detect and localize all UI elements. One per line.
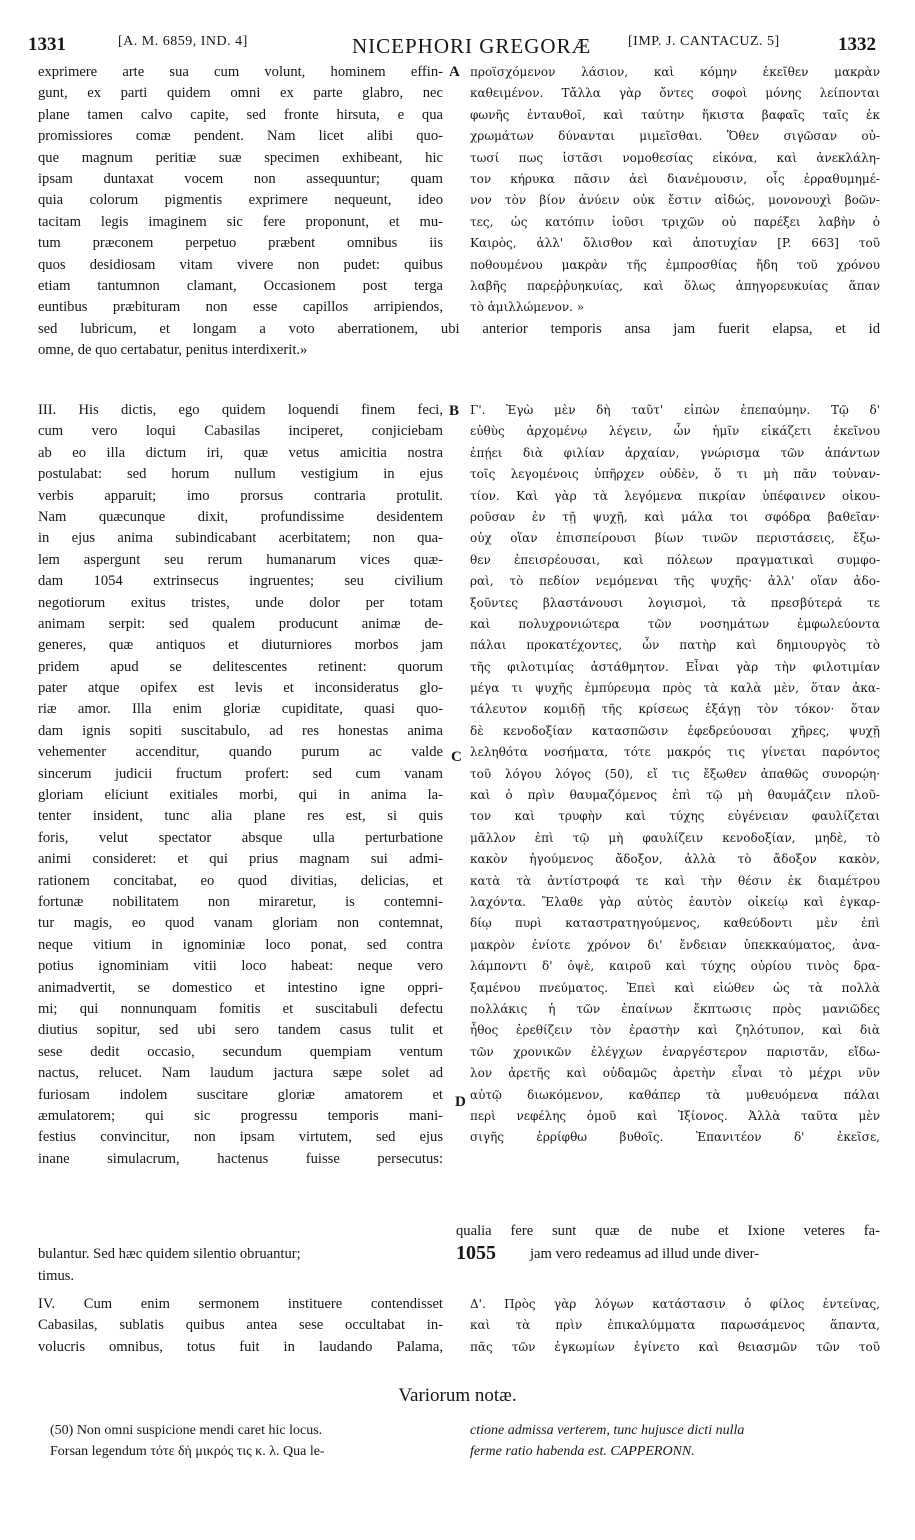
text-line: πάλαι προκατέχοντες, ὧν πατὴρ καὶ δημιουργὸς τὸ [470, 638, 880, 653]
text-line: dam 1054 extrinsecus ingruentes; seu civilium [38, 573, 443, 590]
text-line: θεν ἐπεισρέουσαι, καὶ πόλεων πραγματικαὶ συμφο- [470, 552, 880, 567]
text-line: κακὸν ἡγούμενος ἄδοξον, ἀλλὰ τὸ ἄδοξον κακὸν, [470, 852, 880, 867]
text-line: ipsam duntaxat vocem non assequuntur; quam [38, 170, 443, 187]
text-line: ἦθος ἐρεθίζειν τὸν ἐραστὴν καὶ ζηλότυπον, καὶ διὰ [470, 1023, 880, 1038]
text-line: μέγα τι ψυχῆς ἐμπύρευμα πρὸς τὰ καλὰ μὲν, ὅταν ἀκα- [470, 681, 880, 696]
text-line: Cabasilas, sublatis quibus antea sese occultabat in- [38, 1317, 443, 1334]
text-line: Δ'. Πρὸς γὰρ λόγων κατάστασιν ὁ φίλος ἐντείνας, [470, 1297, 880, 1311]
text-line: καὶ τὰ πρὶν ἐπικαλύμματα παρωσάμενος ἅπαντα, [470, 1318, 880, 1333]
text-line: τον κήρυκα πᾶσιν ἀεὶ διανέμουσιν, οἷς ἐρραθυμημέ- [470, 171, 880, 186]
text-line: animam serpit: sed qualem producunt animæ de- [38, 615, 443, 632]
text-line: τίον. Καὶ γὰρ τὰ λεγόμενα πικρίαν ὑπέφαινεν οἰκου- [470, 488, 880, 503]
text-line: ἐπῄει διὰ φιλίαν ἀρχαίαν, γνώρισμα τῶν ἁπάντων [470, 445, 880, 460]
text-line: λον ἀρετῆς καὶ οὐδαμῶς ἀρετὴν εἶναι τὸ μέχρι νῦν [470, 1066, 880, 1081]
text-line: in ejus anima subindicabant acerbitatem; non qua- [38, 530, 443, 547]
text-line: diutius sopitur, sed ubi sero tandem casus tulit et [38, 1022, 443, 1039]
text-line: mi; qui nonnunquam fomitis et suscitabuli defectu [38, 1000, 443, 1017]
text-line: IV. Cum enim sermonem instituere contendisset [38, 1296, 443, 1312]
text-line: ξαμένου πνεύματος. Ἐπεὶ καὶ εἰώθεν ὡς τὰ πολλὰ [470, 980, 880, 995]
text-line: τῆς φιλοτιμίας ἀστάθμητον. Εἶναι γὰρ τὴν φιλοτιμίαν [470, 659, 880, 674]
margin-letter-b: B [449, 403, 460, 419]
text-line: riæ amor. Illa enim gloriæ cupiditate, quasi quo- [38, 701, 443, 718]
text-line: euntibus præbituram non esse capillos arripiendos, [38, 299, 443, 316]
notes-title: Variorum notæ. [398, 1385, 517, 1406]
greek-column-b [470, 400, 880, 1149]
text-line: κατὰ τὰ ἀντίστροφά τε καὶ τὴν θέσιν ἐκ διαμέτρου [470, 873, 880, 888]
text-line: cum vero loqui Cabasilas inciperet, conjiciebam [38, 423, 443, 440]
greek-column-c [470, 1294, 880, 1358]
text-line: καθειμένον. Τἄλλα γὰρ ὄντες σοφοὶ μόνης λείπονται [470, 86, 880, 101]
note-right [470, 1420, 880, 1462]
text-line: pater atque opifex est levis et inconsideratus glo- [38, 680, 443, 697]
text-line: τάλευτον κομιδῇ τῆς κρίσεως ἐξάγῃ τὸν τόκον· ὅταν [470, 702, 880, 717]
text-line: τες, ὡς κατόπιν ἰοῦσι τριχῶν οὐ παρέξει λαβὴν ὁ [470, 214, 880, 229]
text-line: λάμποντι δ' ὀψὲ, καιροῦ καὶ τύχης οὐρίου τινὸς δρα- [470, 959, 880, 974]
text-line: δὲ κενοδοξίαν κατασπῶσιν ἐφεδρεύουσαι χῆρες, ψυχῇ [470, 723, 880, 738]
text-line: fortunæ nobilitatem non miraretur, is contemni- [38, 893, 443, 910]
greek-column-a [470, 62, 880, 319]
text-line: tacitam legis imaginem sic fere proponunt, et mu- [38, 213, 443, 230]
text-line: potius ignominiam vitii loco habeat: neque vero [38, 958, 443, 975]
text-line: Nam quæcunque dixit, profundissime desidentem [38, 508, 443, 525]
note-line: Forsan legendum τότε δὴ μικρός τις κ. λ. Qua le- [50, 1444, 325, 1459]
text-line: verbis apparuit; imo prorsus contraria protulit. [38, 487, 443, 504]
text-line: lem aspergunt seu rerum humanarum vices quæ- [38, 551, 443, 568]
text-line: εὐθὺς ἀρχομένῳ λέγειν, ὧν ἡμῖν εἰκάζετι ἐκεῖνου [470, 424, 880, 439]
text-line: λεληθότα νοσήματα, τότε μακρός τις γίνεται παρόντος [470, 745, 880, 760]
latin-column-b [38, 400, 443, 1170]
text-line: μακρὸν ἐνίοτε χρόνον δι' ἔνδειαν ὑπεκκαύματος, ἀνα- [470, 937, 880, 952]
margin-letter-d: D [455, 1094, 466, 1110]
text-line: generes, quæ antiquos et diuturniores morbos jam [38, 637, 443, 654]
text-line: αὐτῷ διωκόμενον, καθάπερ τὰ μυθευόμενα πάλαι [470, 1087, 880, 1102]
text-line: Καιρὸς, ἀλλ' ὄλισθον καὶ ἀποτυχίαν [P. 663] τοῦ [470, 236, 880, 251]
text-line: inane simulacrum, hactenus fuisse persecutus: [38, 1150, 443, 1167]
text-line: τον καὶ τρυφὴν καὶ τύχης εὐγένειαν φαυλίζεται [470, 809, 880, 824]
text-line: χρωμάτων δύνανται μιμεῖσθαι. Ὅθεν σιγῶσαν οὐ- [470, 129, 880, 144]
right-page-number: 1332 [838, 34, 876, 55]
text-line: τωσί πως ἱστᾶσι νομοθεσίας εἰκόνα, καὶ ἀνεκλάλη- [470, 150, 880, 165]
left-page-number: 1331 [28, 34, 66, 55]
text-line: jam vero redeamus ad illud unde diver- [530, 1246, 760, 1262]
text-line: negotiorum exitus tristes, unde dolor per totam [38, 594, 443, 611]
text-line: τοῖς λεγομένοις ὑπῆρχεν οὐδὲν, ὅ τι μὴ πᾶν τοὐναν- [470, 467, 880, 482]
column-number-1055: 1055 [456, 1242, 496, 1264]
text-line: ροῦσαν ἐν τῇ ψυχῇ, καὶ μάλα τοι σφόδρα βαθεῖαν· [470, 509, 880, 524]
text-line: νον τὸν βίον ἀνύειν οὐκ ἔστιν αἰδώς, μονονουχὶ βοῶν- [470, 193, 880, 208]
text-line: furiosam indolem suscitare gloriæ amatorem et [38, 1086, 443, 1103]
text-line: Γ'. Ἐγὼ μὲν δὴ ταῦτ' εἰπὼν ἐπεπαύμην. Τῷ δ' [470, 403, 880, 417]
text-line: ξοῦντες βλαστάνουσι λογισμοὶ, τὰ πρεσβύτερά τε [470, 595, 880, 610]
text-line: τοῦ λόγου λόγος (50), εἴ τις ἔξωθεν ἀπαθῶς συνορῴη· [470, 766, 880, 781]
text-line: sed lubricum, et longam a voto aberrationem, ubi anterior temporis ansa jam fuerit elapsa, et id [38, 321, 880, 337]
text-line: σιγῆς ἐρρίφθω βυθοῖς. Ἐπανιτέον δ' ἐκεῖσε, [470, 1130, 880, 1145]
text-line: rationem concitabat, eo quod divitias, delicias, et [38, 872, 443, 889]
text-line: animadvertit, se domestico et intestino igne oppri- [38, 979, 443, 996]
text-line: volucris omnibus, totus fuit in laudando Palama, [38, 1338, 443, 1355]
text-line: quos desidiosam vitam vivere non pudet: quibus [38, 256, 443, 273]
text-line: promissiores comæ pendent. Nam licet alibi quo- [38, 128, 443, 145]
text-line: neque vitium in ignominiæ loco ponat, sed contra [38, 936, 443, 953]
text-line: timus. [38, 1268, 75, 1284]
text-line: pridem apud se delitescentes retinent: quorum [38, 658, 443, 675]
text-line: gloriam eliciunt exitiales morbi, qui in anima la- [38, 787, 443, 804]
text-line: sese dedit occasio, secundum quempiam ventum [38, 1043, 443, 1060]
right-reign-range: [IMP. J. CANTACUZ. 5] [628, 34, 780, 49]
text-line: ποθουμένου μακρὰν τῆς ἐμπροσθίας ἤδη τοῦ χρόνου [470, 257, 880, 272]
text-line: animi consideret: et qui prius magnam sui admi- [38, 851, 443, 868]
text-line: qualia fere sunt quæ de nube et Ixione veteres fa- [456, 1223, 880, 1239]
text-line: festius convincitur, non ipsam virtutem, sed ejus [38, 1129, 443, 1146]
text-line: bulantur. Sed hæc quidem silentio obruantur; [38, 1246, 301, 1262]
text-line: sincerum judicii fructum profert: sed cum vanam [38, 765, 443, 782]
text-line: πολλάκις ἡ τῶν ἐπαίνων ἔκπτωσις πρὸς μανιῶδες [470, 1001, 880, 1016]
latin-column-a [38, 62, 443, 319]
note-line: ctione admissa verterem, tunc hujusce dicti nulla [470, 1423, 745, 1438]
text-line: μᾶλλον ἐπὶ τῷ μὴ φαυλίζειν κενοδοξίαν, μηδὲ, τὸ [470, 830, 880, 845]
text-line: omne, de quo certabatur, penitus interdixerit.» [38, 342, 308, 359]
text-line: tenter insident, tunc alia plane res est, si quis [38, 808, 443, 825]
text-line: plane tamen calvo capite, sed fronte hirsuta, e qua [38, 106, 443, 123]
text-line: λαχόντα. Ἔλαθε γὰρ αὐτὸς ἑαυτὸν οἰκείῳ καὶ ἐγκαρ- [470, 894, 880, 909]
text-line: δίῳ πυρὶ καταστρατηγούμενος, καθεύδοντι μὲν ἐπὶ [470, 916, 880, 931]
text-line: προϊσχόμενον λάσιον, καὶ κόμην ἐκεῖθεν μακρὰν [470, 65, 880, 79]
left-date-range: [A. M. 6859, IND. 4] [118, 34, 248, 49]
text-line: τῶν χρονικῶν ἐλέγχων ἐναργέστερον παριστᾶν, εἴδω- [470, 1044, 880, 1059]
text-line: quia colorum pigmentis exprimere nequeunt, ideo [38, 192, 443, 209]
text-line: etiam tantumnon clamant, Occasionem post terga [38, 277, 443, 294]
margin-letter-a: A [449, 64, 460, 80]
text-line: III. His dictis, ego quidem loquendi finem feci, [38, 402, 443, 418]
latin-continuation [456, 1221, 880, 1242]
text-line: καὶ ὁ πρὶν θαυμαζόμενος ἐπὶ τῷ μὴ θαυμάζειν πλοῦ- [470, 788, 880, 803]
text-line: que magnum peritiæ suæ specimen exhibeant, hic [38, 149, 443, 166]
text-line: foris, velut spectator absque ulla perturbatione [38, 829, 443, 846]
text-line: φωνῆς ἐνταυθοῖ, καὶ ταύτην ἥκιστα βαφαῖς ταῖς ἐκ [470, 107, 880, 122]
full-width-latin-a [38, 319, 880, 362]
text-line: ραὶ, τὸ πεδίον νεμόμεναι τῆς ψυχῆς· ἀλλ' οἵαν ἀδο- [470, 574, 880, 589]
text-line: dam ignis sopiti suscitabulo, ad res honestas anima [38, 722, 443, 739]
page-header [0, 30, 915, 60]
full-width-latin-b [38, 1242, 880, 1266]
text-line: τὸ ἁμιλλώμενον. » [470, 300, 585, 315]
note-line: ferme ratio habenda est. CAPPERONN. [470, 1444, 695, 1459]
text-line: λαβῆς παρεῤῥυηκυίας, καὶ ὅλως ἀπηγορευκυίας ἅπαν [470, 278, 880, 293]
text-line: ab eo illa dictum iri, quæ vetus amicitia nostra [38, 444, 443, 461]
note-line: (50) Non omni suspicione mendi caret hic locus. [50, 1423, 323, 1438]
text-line: nactus, relucet. Nam laudum jactura sæpe solet ad [38, 1065, 443, 1082]
running-title: NICEPHORI GREGORÆ [352, 34, 592, 58]
text-line: vehementer accenditur, quando purum ac valde [38, 744, 443, 761]
text-line: οὐχ οἵαν ἐπισπείρουσι βίων τινῶν περιστάσεις, ἔξω- [470, 531, 880, 546]
text-line: æmulatorem; qui sic progressu temporis mani- [38, 1107, 443, 1124]
text-line: postulabat: sed horum nullum vestigium in ejus [38, 466, 443, 483]
text-line: gunt, ex parti quidem omni ex parte glabro, nec [38, 85, 443, 102]
latin-column-c [38, 1294, 443, 1358]
text-line: exprimere arte sua cum volunt, hominem effin- [38, 64, 443, 80]
text-line: καὶ πολυχρονιώτερα τῶν νοσημάτων ἐμφωλεύοντα [470, 616, 880, 631]
margin-letter-c: C [451, 749, 462, 765]
text-line: περὶ νεφέλης ὁμοῦ καὶ Ἰξίονος. Ἀλλὰ ταῦτα μὲν [470, 1108, 880, 1123]
text-line: tur magis, eo quod vanam gloriam non contemnat, [38, 915, 443, 932]
text-line: πᾶς τῶν ἐγκωμίων ἐγίνετο καὶ θειασμῶν τῶν τοῦ [470, 1339, 880, 1354]
note-left [50, 1420, 450, 1462]
text-line: tum præconem perpetuo præbent omnibus iis [38, 235, 443, 252]
